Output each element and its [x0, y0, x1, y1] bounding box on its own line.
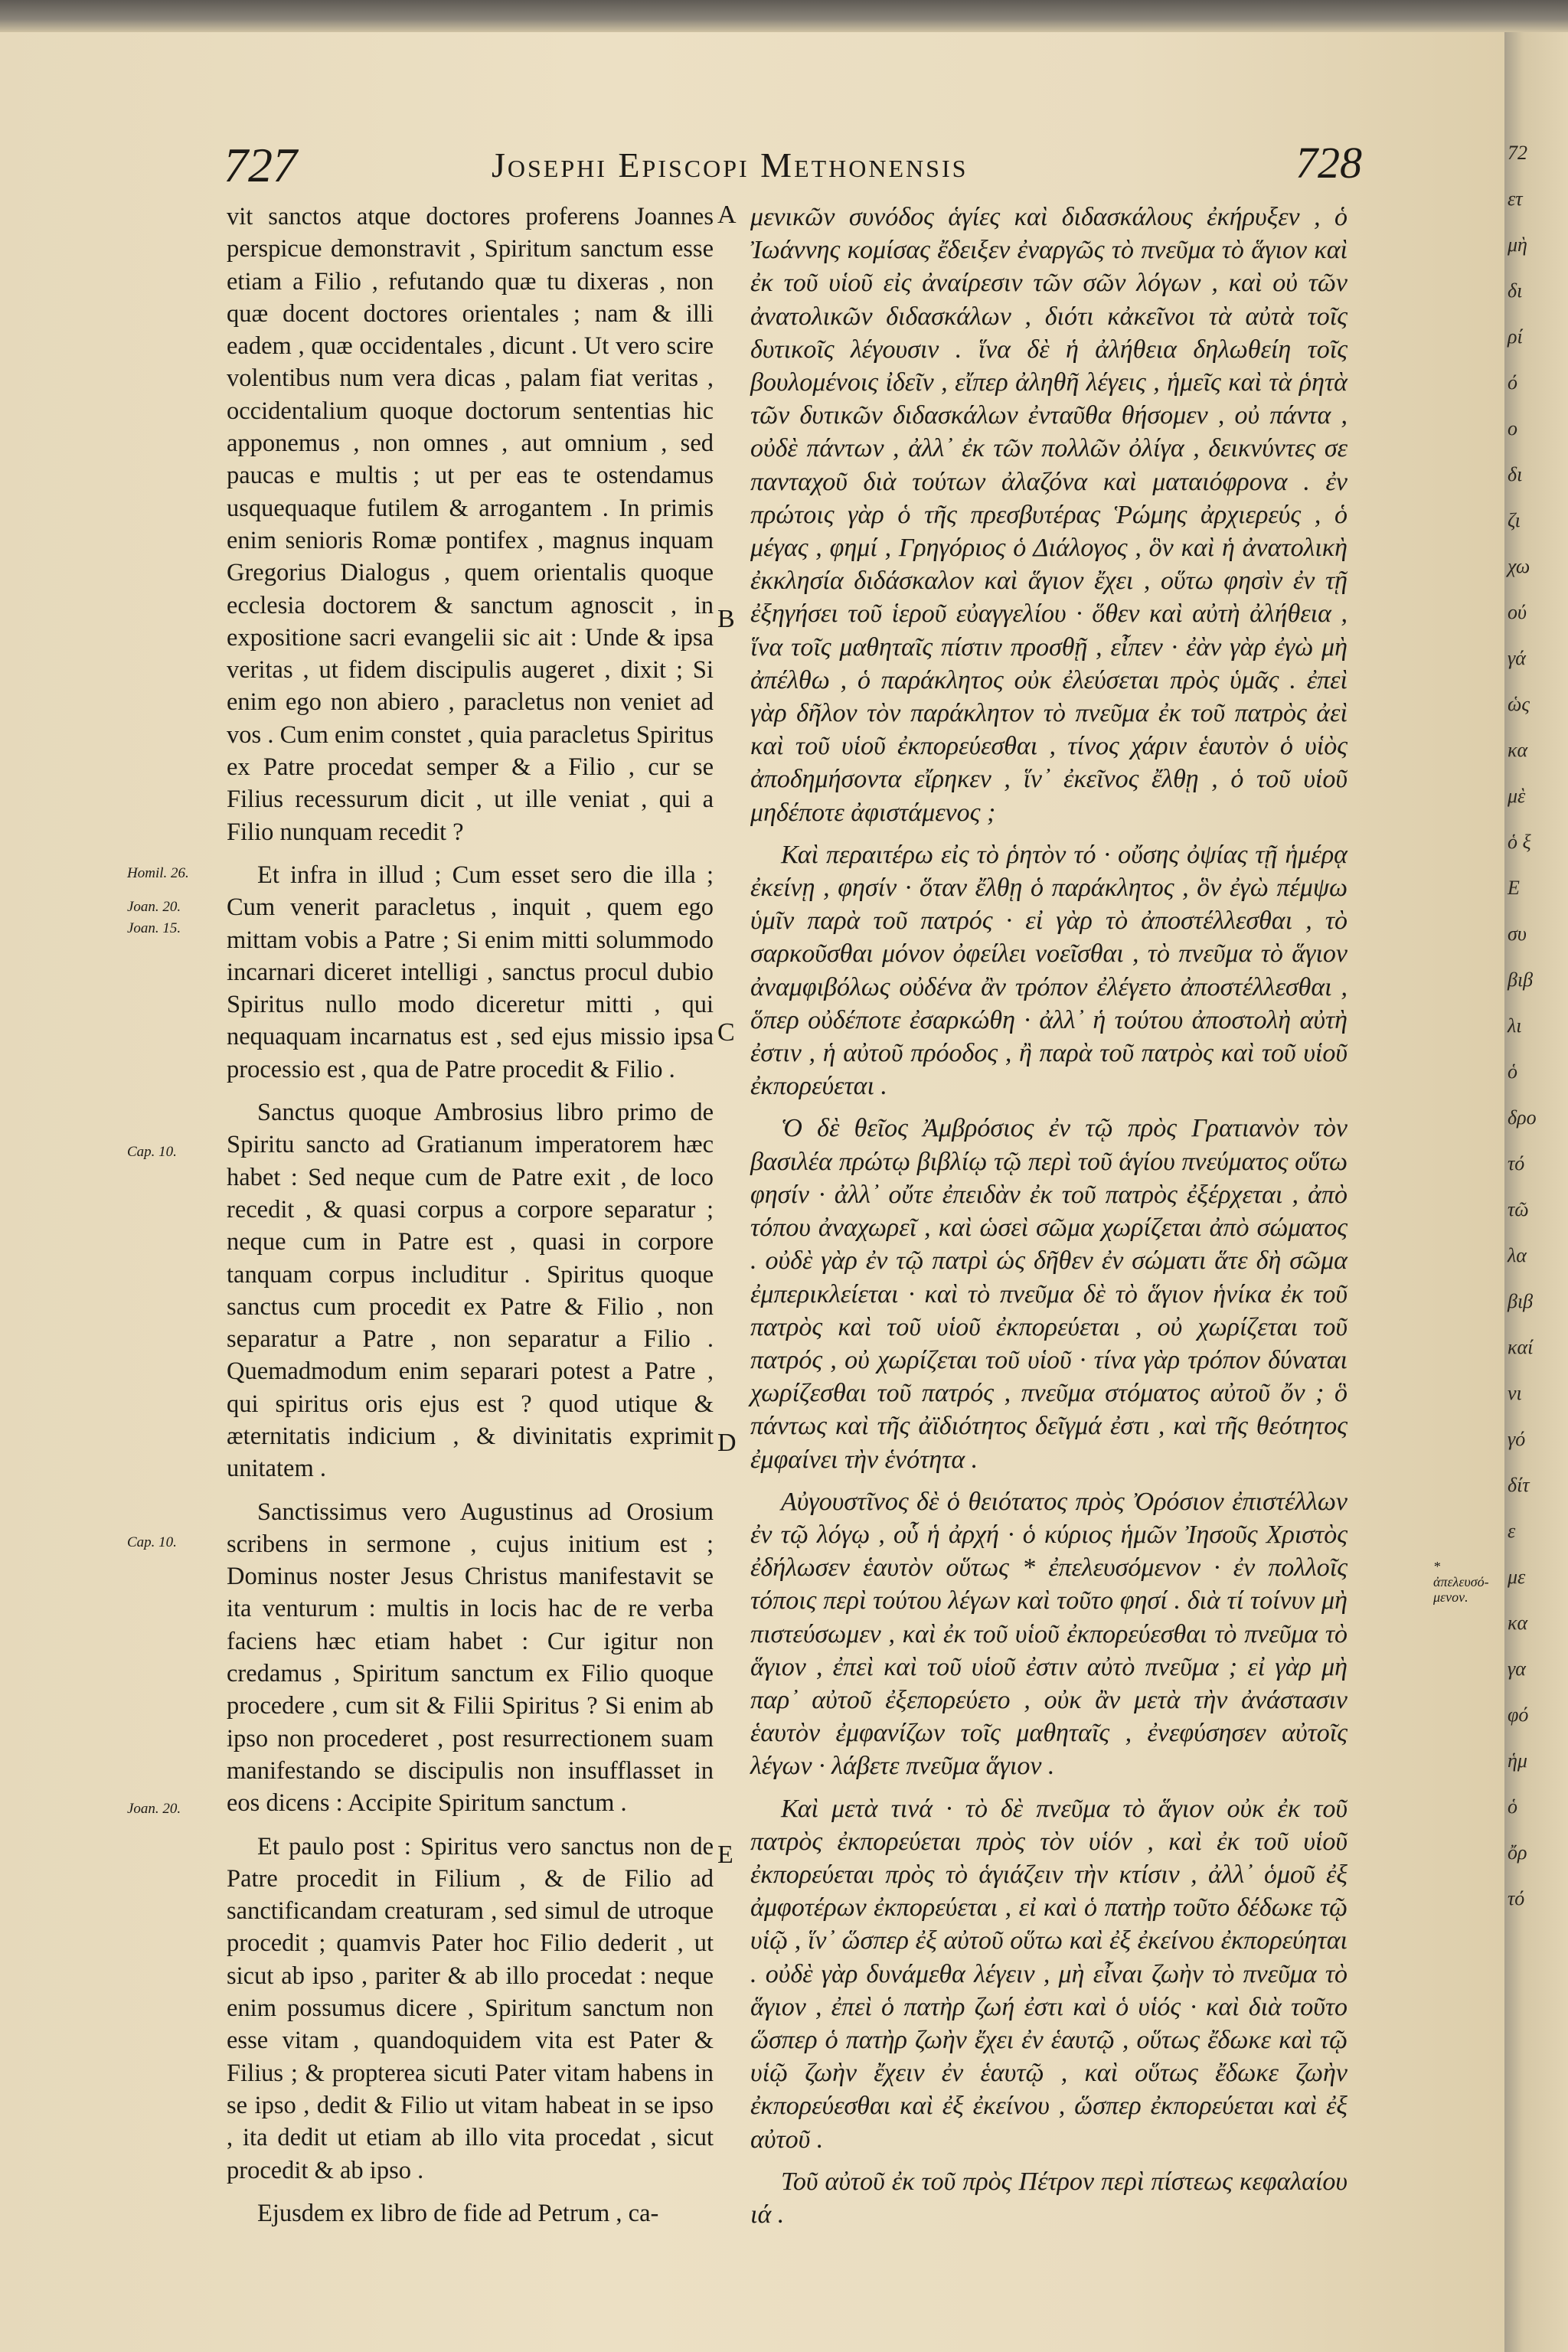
section-letter-c: C [717, 1018, 735, 1047]
latin-paragraph-5: Et paulo post : Spiritus vero sanctus non de Patre procedit in Filium , & de Filio ad sanctificandam creaturam , sed simul de utroque procedit ; quamvis Pater hoc Filio dederit , ut sicut ab ipso , pariter & ab illo procedat : neque enim possumus dicere , Spiritum sanctum non esse vitam , quandoquidem vita est Pater & Filius ; & propterea sicuti Pater vitam habens in se ipso , dedit & Filio ut vitam habeat in se ipso , ita dedit ut etiam ab illo vita procedat , sicut procedit & ab ipso . [227, 1832, 714, 2184]
edge-fragment: ὁ [1508, 1795, 1517, 1818]
running-title: Josephi Episcopi Methonensis [492, 145, 969, 185]
edge-fragment: χω [1508, 555, 1530, 577]
right-page-number: 728 [1295, 138, 1362, 188]
edge-fragment: καί [1508, 1336, 1534, 1358]
latin-column [227, 201, 714, 2230]
edge-fragment: ρί [1508, 325, 1523, 348]
edge-fragment: γά [1508, 647, 1526, 669]
edge-fragment: τό [1508, 1887, 1525, 1909]
latin-paragraph-2: Et infra in illud ; Cum esset sero die illa ; Cum venerit paracletus , inquit , quem ego mittam vobis a Patre ; Si enim mitti solummodo incarnari diceret intelligi , sanctus procul dubio Spiritus nullo modo diceretur mitti , qui nequaquam incarnatus est , sed ejus missio ipsa processio est , qua de Patre procedit & Filio . [227, 861, 714, 1083]
margin-ref-joan-20: Joan. 20. [127, 899, 181, 915]
edge-fragment: με [1508, 1566, 1526, 1588]
edge-fragment: 72 [1508, 142, 1527, 164]
edge-fragment: τό [1508, 1152, 1525, 1174]
edge-fragment: ὡς [1508, 693, 1530, 715]
greek-paragraph-5: Καὶ μετὰ τινά · τὸ δὲ πνεῦμα τὸ ἅγιον οὐκ ἐκ τοῦ πατρὸς ἐκπορεύεται πρὸς τὸν υἱόν , καὶ ἐκ τοῦ υἱοῦ ἐκπορεύεται πρὸς τὸ ἁγιάζειν τὴν κτίσιν , ἀλλ᾽ ὁμοῦ ἐξ ἀμφοτέρων ἐκπορεύεται , εἰ καὶ ὁ πατὴρ τοῦτο δέδωκε τῷ υἱῷ , ἵν᾽ ὥσπερ ἐξ αὐτοῦ οὕτω καὶ ἐξ ἐκείνου ἐκπορεύηται . οὐδὲ γὰρ δυνάμεθα λέγειν , μὴ εἶναι ζωὴν τὸ πνεῦμα τὸ ἅγιον , ἐπεὶ ὁ πατὴρ ζωή ἐστι καὶ ὁ υἱός · καὶ διὰ τοῦτο ὥσπερ ὁ πατὴρ ζωὴν ἔχει ἐν ἑαυτῷ , οὕτως ἔδωκε καὶ τῷ υἱῷ ζωὴν ἔχειν ἐν ἑαυτῷ , καὶ οὕτως ἔδωκε ζωὴν ἐκπορεύεσθαι καὶ ἐξ ἐκείνου , ὥσπερ ἐκπορεύεται καὶ ἐξ αὐτοῦ . [750, 1794, 1348, 2154]
edge-fragment: λι [1508, 1014, 1522, 1037]
edge-fragment: δίτ [1508, 1474, 1530, 1496]
greek-paragraph-6: Τοῦ αὐτοῦ ἐκ τοῦ πρὸς Πέτρον περὶ πίστεως κεφαλαίου ιά . [750, 2167, 1348, 2229]
edge-fragment: γό [1508, 1428, 1526, 1450]
edge-fragment: ζι [1508, 509, 1521, 531]
section-letter-a: A [717, 201, 737, 229]
edge-fragment: ο [1508, 417, 1517, 439]
edge-fragment: ε [1508, 1520, 1516, 1542]
edge-fragment: δρο [1508, 1106, 1537, 1129]
greek-column [750, 201, 1348, 2231]
edge-fragment: ὁ [1508, 1060, 1517, 1083]
next-page-fragments [1508, 130, 1566, 1922]
margin-ref-joan-15: Joan. 15. [127, 920, 181, 936]
edge-fragment: μὲ [1508, 785, 1526, 807]
section-letter-e: E [717, 1841, 733, 1869]
edge-fragment: νι [1508, 1382, 1522, 1404]
edge-fragment: ὄρ [1508, 1841, 1527, 1864]
edge-fragment: ετ [1508, 188, 1523, 210]
latin-paragraph-6: Ejusdem ex libro de fide ad Petrum , ca- [257, 2199, 659, 2227]
margin-ref-homil: Homil. 26. [127, 865, 189, 881]
edge-fragment: τῶ [1508, 1198, 1529, 1220]
edge-fragment: δι [1508, 279, 1523, 302]
edge-fragment: βιβ [1508, 1290, 1534, 1312]
margin-ref-cap-10-a: Cap. 10. [127, 1144, 177, 1160]
section-letter-d: D [717, 1429, 737, 1457]
edge-fragment: βιβ [1508, 969, 1534, 991]
margin-ref-cap-10-b: Cap. 10. [127, 1534, 177, 1550]
left-page-number: 727 [224, 138, 297, 192]
greek-paragraph-1: μενικῶν συνόδος ἁγίες καὶ διδασκάλους ἐκήρυξεν , ὁ Ἰωάννης κομίσας ἔδειξεν ἐναργῶς τὸ πνεῦμα τὸ ἅγιον καὶ ἐκ τοῦ υἱοῦ εἰς ἀναίρεσιν τῶν σῶν λόγων , καὶ οὐ τῶν ἀνατολικῶν διδασκάλων , διότι κἀκεῖνοι τὰ αὐτὰ τοῖς δυτικοῖς λέγουσιν . ἵνα δὲ ἡ ἀλήθεια δηλωθείη τοῖς βουλομένοις ἰδεῖν , εἴπερ ἀληθῆ λέγεις , ἡμεῖς καὶ τὰ ῥητὰ τῶν δυτικῶν διδασκάλων ἐνταῦθα θήσομεν , οὐ πάντα , οὐδὲ πάντων , ἀλλ᾽ ἐκ τῶν πολλῶν ὀλίγα , δεικνύντες σε πανταχοῦ διὰ τούτων ἀλαζόνα καὶ ματαιόφρονα . ἐν πρώτοις γὰρ ὁ τῆς πρεσβυτέρας Ῥώμης ἀρχιερεύς , ὁ μέγας , φημί , Γρηγόριος ὁ Διάλογος , ὃν καὶ ἡ ἀνατολικὴ ἐκκλησία διδάσκαλον καὶ ἅγιον ἔχει , οὕτω φησὶν ἐν τῇ ἐξηγήσει τοῦ ἱεροῦ εὐαγγελίου · ὅθεν καὶ αὐτὴ ἀλήθεια , ἵνα τοῖς μαθηταῖς πίστιν προσθῇ , εἶπεν · ἐὰν γὰρ ἐγὼ μὴ ἀπέλθω , ὁ παράκλητος οὐκ ἐλεύσεται πρὸς ὑμᾶς . ἐπεὶ γὰρ δῆλον τὸν παράκλητον τὸ πνεῦμα ἐκ τοῦ πατρὸς ἀεὶ καὶ τοῦ υἱοῦ ἐκπορεύεσθαι , τίνος χάριν ἑαυτὸν ὁ υἱὸς ἀποδημήσοντα εἴρηκεν , ἵν᾽ ἐκεῖνος ἔλθῃ , ὁ τοῦ υἱοῦ μηδέποτε ἀφιστάμενος ; [750, 203, 1348, 827]
edge-fragment: Ε [1508, 877, 1520, 899]
latin-paragraph-4: Sanctissimus vero Augustinus ad Orosium scribens in sermone , cujus initium est ; Dominus noster Jesus Christus manifestavit se ita venturum : multis in locis hac de re verba faciens hæc etiam habet : Cur igitur non credamus , Spiritum sanctum ex Filio quoque procedere , cum sit & Filii Spiritus ? Si enim ab ipso non procederet , post resurrectionem suam manifestando se discipulis non insufflasset in eos dicens : Accipite Spiritum sanctum . [227, 1498, 714, 1818]
edge-fragment: ού [1508, 601, 1527, 623]
edge-fragment: συ [1508, 923, 1527, 945]
latin-paragraph-1: vit sanctos atque doctores proferens Joannes perspicue demonstravit , Spiritum sanctum esse etiam a Filio , refutando quæ tu dixeras , non quæ docent doctores orientales ; nam & illi eadem , quæ occidentales , dicunt . Ut vero scire volentibus num vera dicas , palam fiat veritas , occidentalium quoque doctorum sententias hic apponemus , non omnes , aut omnium , sed paucas e multis ; ut per eas te ostendamus usquequaque futilem & arrogantem . In primis enim senioris Romæ pontifex , magnus inquam Gregorius Dialogus , quem orientalis quoque ecclesia doctorem & sanctum agnoscit , in expositione sacri evangelii sic ait : Unde & ipsa veritas , ut fidem discipulis augeret , dixit ; Si enim ego non abiero , paracletus non veniet ad vos . Cum enim constet , quia paracletus Spiritus ex Patre procedat semper & a Filio , cur se Filius recessurum dicit , ut ille veniat , qui a Filio nunquam recedit ? [227, 203, 714, 846]
edge-fragment: φό [1508, 1704, 1529, 1726]
latin-paragraph-3: Sanctus quoque Ambrosius libro primo de Spiritu sancto ad Gratianum imperatorem hæc habet : Sed neque cum de Patre exit , de loco recedit , & quasi corpus a corpore separatur ; neque cum in Patre est , quasi in corpore tanquam corpus includitur . Spiritus quoque sanctus cum procedit ex Patre & Filio , non separatur a Patre , non separatur a Filio . Quemadmodum enim separari potest a Patre , qui spiritus oris ejus est ? quod utique & æternitatis indicium , & divinitatis exprimit unitatem . [227, 1099, 714, 1483]
edge-fragment: ἡμ [1508, 1749, 1527, 1772]
greek-paragraph-2: Καὶ περαιτέρω εἰς τὸ ῥητὸν τό · οὔσης ὀψίας τῇ ἡμέρᾳ ἐκείνῃ , φησίν · ὅταν ἔλθῃ ὁ παράκλητος , ὃν ἐγὼ πέμψω ὑμῖν παρὰ τοῦ πατρός · εἰ γὰρ τὸ ἀποστέλλεσθαι , τὸ σαρκοῦσθαι μόνον ὀφείλει νοεῖσθαι , τὸ πνεῦμα τὸ ἅγιον ἀναμφιβόλως οὐδένα ἂν τρόπον ἐλέγετο ἀποστέλλεσθαι , ὅπερ οὐδέποτε ἐσαρκώθη · ἀλλ᾽ ἡ τούτου ἀποστολὴ αὐτὴ ἐστιν , ἡ αὐτοῦ πρόοδος , ἢ παρὰ τοῦ πατρὸς καὶ τοῦ υἱοῦ ἐκπορεύεται . [750, 840, 1348, 1101]
section-letter-b: B [717, 605, 735, 633]
edge-fragment: δι [1508, 463, 1523, 485]
edge-fragment: λα [1508, 1244, 1527, 1266]
page-header [0, 134, 1504, 195]
edge-fragment: κα [1508, 739, 1528, 761]
edge-fragment: κα [1508, 1612, 1528, 1634]
edge-fragment: ό [1508, 371, 1517, 394]
next-page-edge [1504, 0, 1568, 2352]
edge-fragment: μὴ [1508, 234, 1527, 256]
book-top-edge [0, 0, 1568, 32]
greek-marginal-note: * ἀπελευσό-μενον. [1433, 1559, 1489, 1605]
margin-ref-joan-20-b: Joan. 20. [127, 1801, 181, 1817]
edge-fragment: ὁ ξ [1508, 831, 1531, 853]
greek-paragraph-4: Αὐγουστῖνος δὲ ὁ θειότατος πρὸς Ὀρόσιον ἐπιστέλλων ἐν τῷ λόγῳ , οὗ ἡ ἀρχή · ὁ κύριος ἡμῶν Ἰησοῦς Χριστὸς ἐδήλωσεν ἑαυτὸν οὕτως * ἐπελευσόμενον · ἐν πολλοῖς τόποις περὶ τούτου λέγων καὶ τοῦτο φησί . διὰ τί τοίνυν μὴ πιστεύσωμεν , καὶ ἐκ τοῦ υἱοῦ ἐκπορεύεσθαι τὸ πνεῦμα τὸ ἅγιον , ἐπεὶ καὶ τοῦ υἱοῦ ἐστιν αὐτὸ πνεῦμα ; εἰ γὰρ μὴ παρ᾽ αὐτοῦ ἐξεπορεύετο , οὐκ ἂν μετὰ τὴν ἀνάστασιν ἑαυτὸν ἐμφανίζων τοῖς μαθηταῖς , ἐνεφύσησεν αὐτοῖς λέγων · λάβετε πνεῦμα ἅγιον . [750, 1487, 1348, 1781]
greek-paragraph-3: Ὁ δὲ θεῖος Ἀμβρόσιος ἐν τῷ πρὸς Γρατιανὸν τὸν βασιλέα πρώτῳ βιβλίῳ τῷ περὶ τοῦ ἁγίου πνεύματος οὕτω φησίν · ἀλλ᾽ οὔτε ἐπειδὰν ἐκ τοῦ πατρὸς ἐξέρχεται , ἀπὸ τόπου ἀναχωρεῖ , καὶ ὡσεὶ σῶμα χωρίζεται ἀπὸ σώματος . οὐδὲ γὰρ ἐν τῷ πατρὶ ὡς δῆθεν ἐν σώματι ἅτε δὴ σῶμα ἐμπερικλείεται · καὶ τὸ πνεῦμα δὲ τὸ ἅγιον ἡνίκα ἐκ τοῦ πατρὸς καὶ τοῦ υἱοῦ ἐκπορεύεται , οὐ χωρίζεται τοῦ πατρός , οὐ χωρίζεται τοῦ υἱοῦ · τίνα γὰρ τρόπον δύναται χωρίζεσθαι τοῦ πατρός , πνεῦμα στόματος αὐτοῦ ὄν ; ὃ πάντως καὶ τῆς ἀϊδιότητος δεῖγμά ἐστι , καὶ τῆς θεότητος ἐμφαίνει τὴν ἑνότητα . [750, 1114, 1348, 1474]
edge-fragment: γα [1508, 1658, 1526, 1680]
